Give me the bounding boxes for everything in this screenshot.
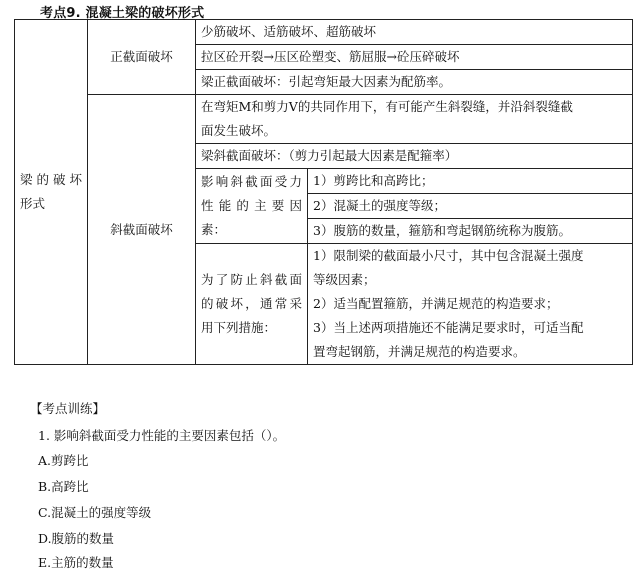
measure-line: 2）适当配置箍筋，并满足规范的构造要求； bbox=[313, 296, 559, 311]
measures-label bbox=[196, 244, 308, 365]
normal-section-label: 正截面破坏 bbox=[88, 20, 196, 95]
option-c: C.混凝土的强度等级 bbox=[38, 505, 152, 520]
measure-line: 1）限制梁的截面最小尺寸，其中包含混凝土强度 bbox=[313, 248, 584, 263]
training-header: 【考点训练】 bbox=[30, 401, 106, 416]
option-d: D.腹筋的数量 bbox=[38, 531, 115, 546]
normal-section-row: 梁正截面破坏：引起弯矩最大因素为配筋率。 bbox=[196, 70, 633, 95]
question-text: 1. 影响斜截面受力性能的主要因素包括（）。 bbox=[38, 428, 286, 443]
factors-label bbox=[196, 169, 308, 244]
measures-label-line: 的破坏，通常采 bbox=[201, 296, 302, 311]
option-b: B.高跨比 bbox=[38, 479, 89, 494]
measures-items bbox=[308, 244, 633, 365]
measure-line: 等级因素； bbox=[313, 272, 376, 287]
normal-section-row: 拉区砼开裂→压区砼塑变、筋屈服→砼压碎破坏 bbox=[196, 45, 633, 70]
measures-label-line: 用下列措施： bbox=[201, 320, 277, 335]
oblique-section-note: 梁斜截面破坏：（剪力引起最大因素是配箍率） bbox=[196, 144, 633, 169]
oblique-section-intro bbox=[196, 95, 633, 144]
factor-item: 3）腹筋的数量，箍筋和弯起钢筋统称为腹筋。 bbox=[308, 219, 633, 244]
measure-line: 置弯起钢筋，并满足规范的构造要求。 bbox=[313, 344, 526, 359]
normal-section-row: 少筋破坏、适筋破坏、超筋破坏 bbox=[196, 20, 633, 45]
root-label-cell bbox=[15, 20, 88, 365]
option-a: A.剪跨比 bbox=[38, 453, 89, 468]
factor-item: 2）混凝土的强度等级； bbox=[308, 194, 633, 219]
factors-label-line: 性 能 的 主 要 因 bbox=[201, 198, 302, 213]
root-label-line: 形式 bbox=[20, 196, 46, 211]
intro-line: 面发生破坏。 bbox=[201, 123, 277, 138]
beam-failure-table bbox=[14, 19, 633, 365]
measures-label-line: 为了防止斜截面 bbox=[201, 272, 302, 287]
option-e: E.主筋的数量 bbox=[38, 555, 114, 570]
root-label-line: 梁 的 破 坏 bbox=[20, 172, 82, 187]
factor-item: 1）剪跨比和高跨比； bbox=[308, 169, 633, 194]
factors-label-line: 影响斜截面受力 bbox=[201, 174, 302, 189]
intro-line: 在弯矩M和剪力V的共同作用下，有可能产生斜裂缝，并沿斜裂缝截 bbox=[201, 99, 573, 114]
oblique-section-label: 斜截面破坏 bbox=[88, 95, 196, 365]
measure-line: 3）当上述两项措施还不能满足要求时，可适当配 bbox=[313, 320, 584, 335]
section-title: 考点9. 混凝土梁的破坏形式 bbox=[40, 6, 205, 21]
factors-label-line: 素： bbox=[201, 222, 227, 237]
